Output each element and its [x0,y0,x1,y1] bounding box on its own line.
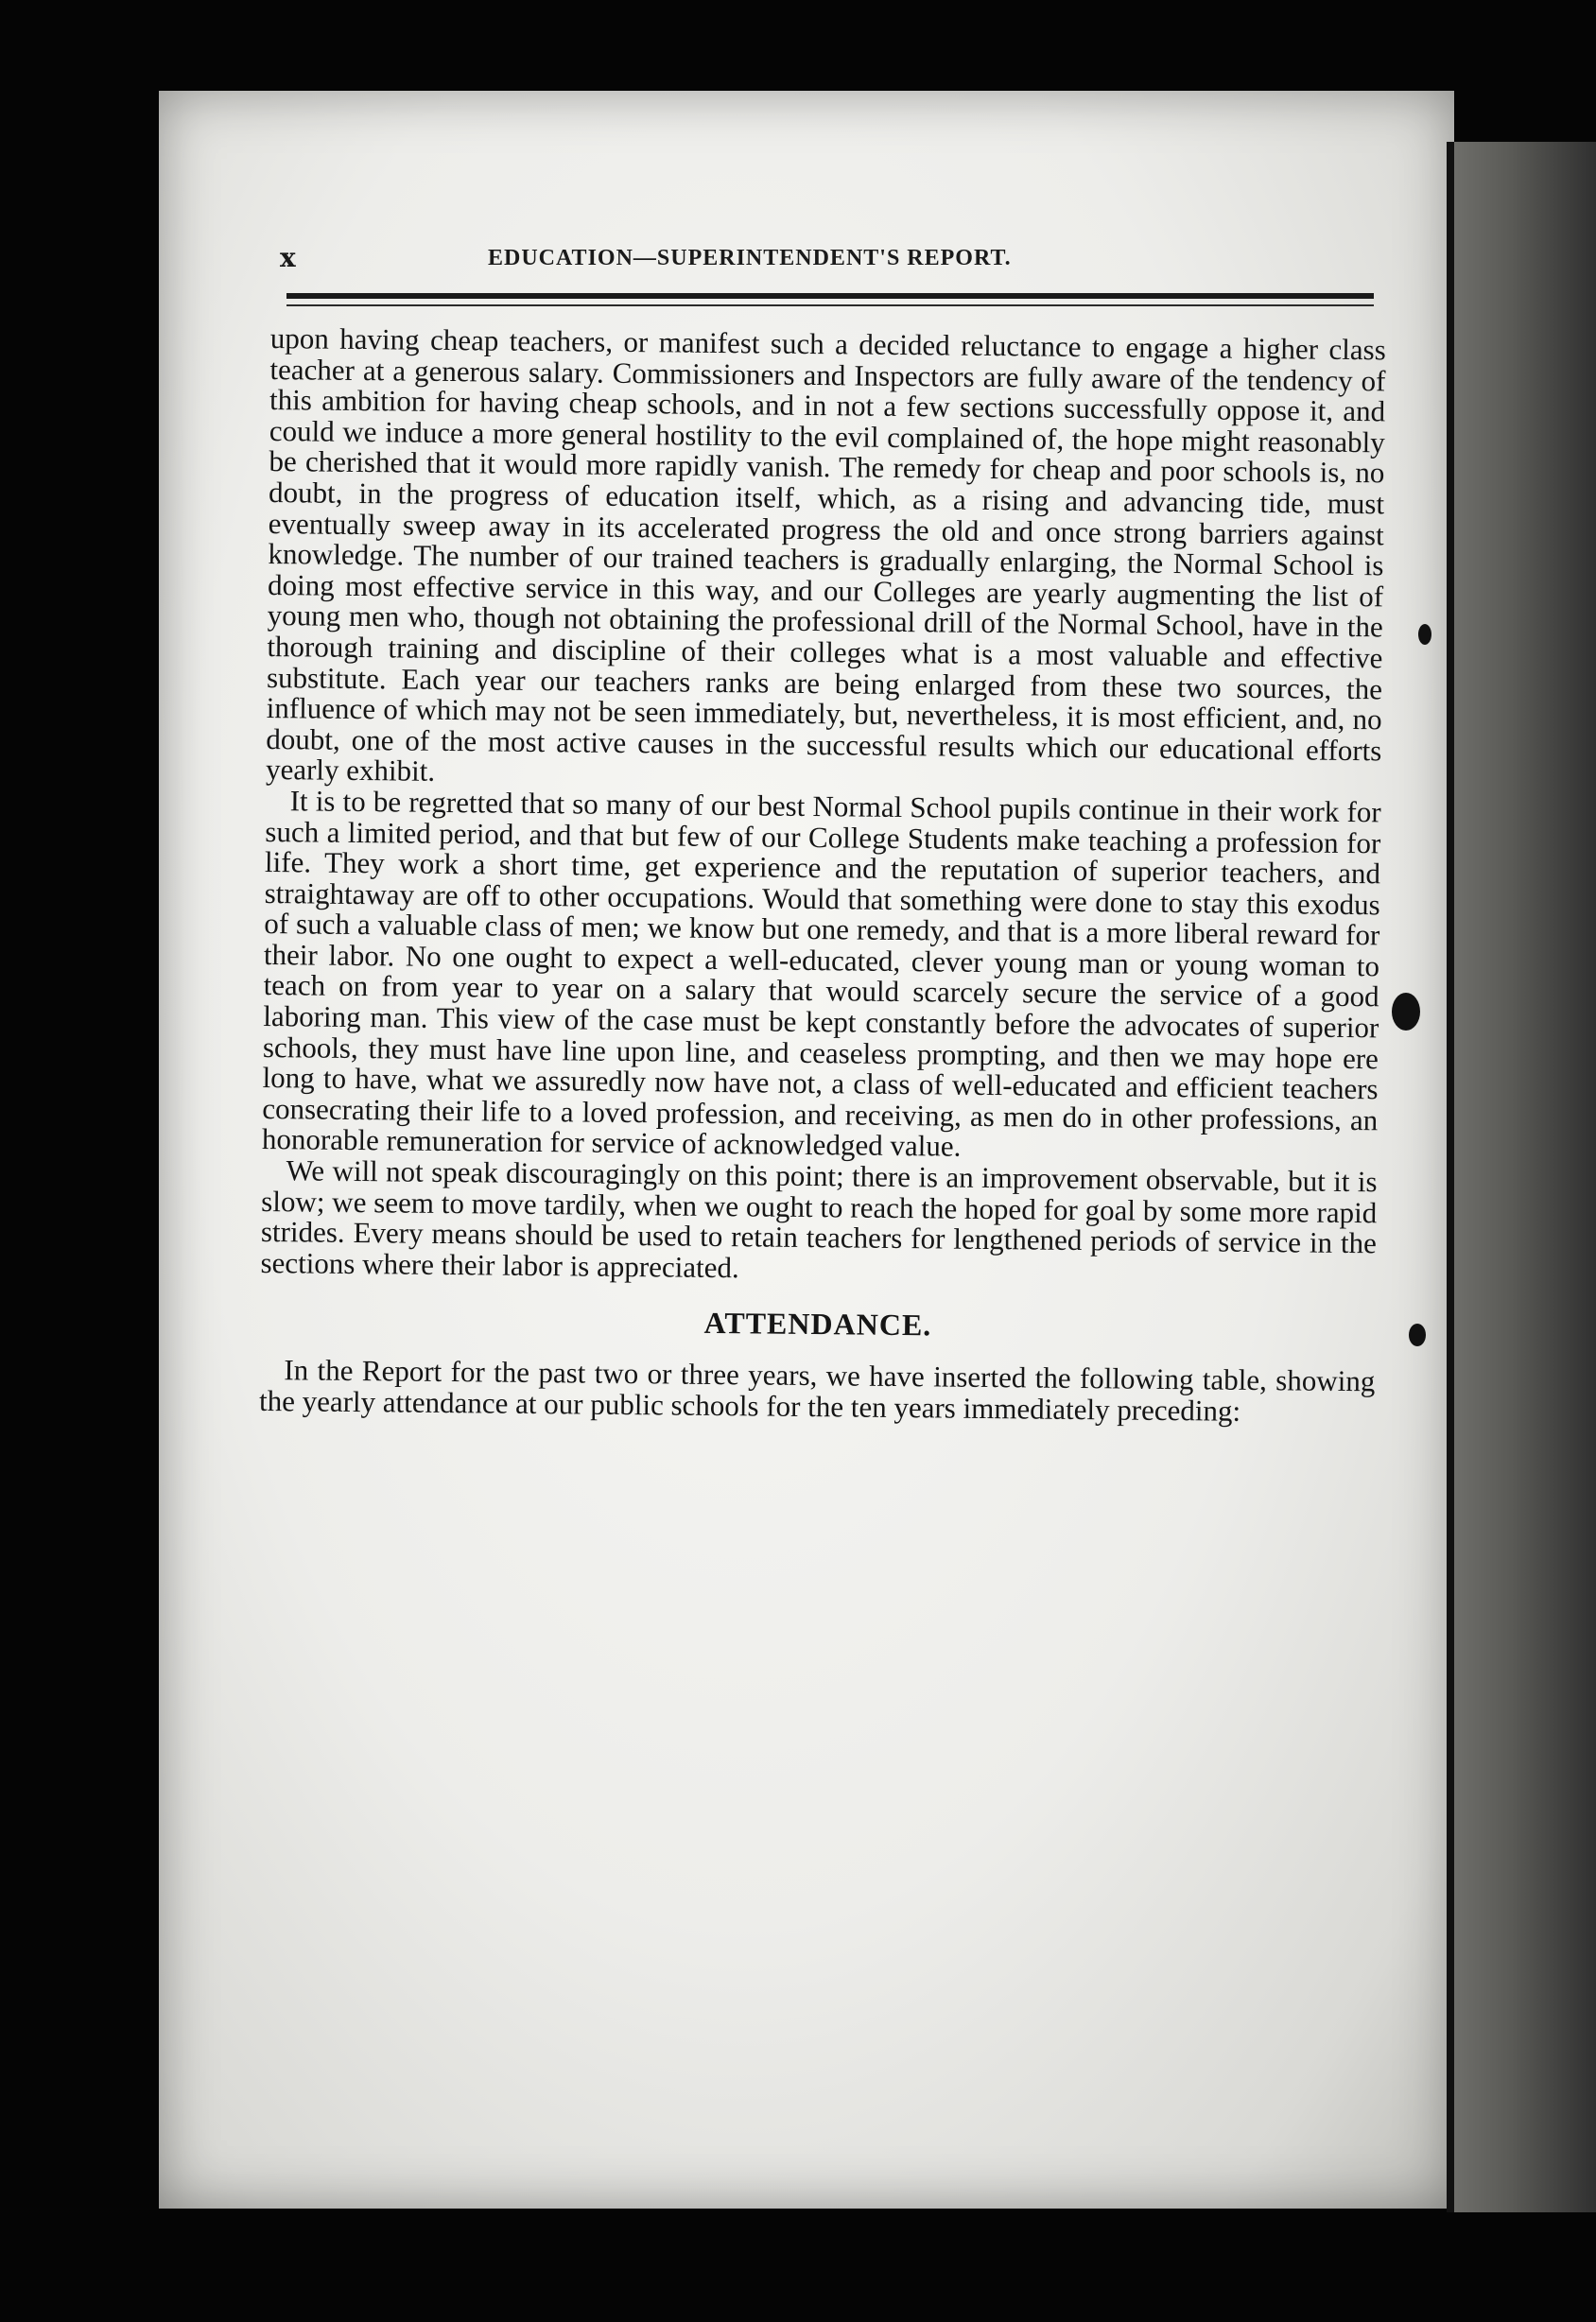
page-folio: x [280,242,296,273]
ink-blot [1392,993,1420,1031]
attendance-paragraph: In the Report for the past two or three years, we have inserted the following table, showing the yearly attendance at our public schools for the ten years immediately preceding: [258,1353,1376,1428]
paragraph-3: We will not speak discouragingly on this point; there is an improvement observable, but it is slow; we seem to move tardily, when we ought to reach the hoped for goal by some more rapid strides. Every means should be used to retain teachers for lengthened periods of service in the sections where their labor is appreciated. [260,1153,1378,1285]
binding-edge [1447,142,1454,2212]
header-rule-thick [286,293,1374,299]
body-text [259,323,1386,1428]
header-rule-thin [286,304,1374,306]
ink-blot [1409,1324,1426,1346]
running-title: EDUCATION—SUPERINTENDENT'S REPORT. [488,246,1012,270]
running-head [280,242,1377,280]
ink-blot [1418,624,1431,645]
paragraph-2: It is to be regretted that so many of our best Normal School pupils continue in their work for such a limited period, and that but few of our College Students make teaching a profession for life. They work a short time, get experience and the reputation of superior teachers, and straightaway are off to other occupations. Would that something were done to stay this exodus of such a valuable class of men; we know but one remedy, and that is a more liberal reward for their labor. No one ought to expect a well-educated, clever young man or young woman to teach on from year to year on a salary that would scarcely secure the service of a good laboring man. This view of the case must be kept constantly before the advocates of superior schools, they must have line upon line, and ceaseless prompting, and then we may hope ere long to have, what we assuredly now have not, a class of well-educated and efficient teachers consecrating their life to a loved profession, and receiving, as men do in other professions, an honorable remuneration for service of acknowledged value. [261,784,1381,1164]
facing-page-edge [1454,142,1596,2212]
paragraph-1: upon having cheap teachers, or manifest such a decided reluctance to engage a higher class teacher at a generous salary. Commissioners and Inspectors are fully aware of the tendency of this ambition for having cheap schools, and in not a few sections successfully oppose it, and could we induce a more general hostility to the evil complained of, the hope might reasonably be cherished that it would more rapidly vanish. The remedy for cheap and poor schools is, no doubt, in the progress of education itself, which, as a rising and advancing tide, must eventually sweep away in its accelerated progress the old and once strong barriers against knowledge. The number of our trained teachers is gradually enlarging, the Normal School is doing most effective service in this way, and our Colleges are yearly augmenting the list of young men who, though not obtaining the professional drill of the Normal School, have in the thorough training and discipline of their colleges what is a most valuable and effective substitute. Each year our teachers ranks are being enlarged from these two sources, the influence of which may not be seen immediately, but, nevertheless, it is most efficient, and, no doubt, one of the most active causes in the successful results which our educational efforts yearly exhibit. [265,321,1386,788]
book-page [159,91,1454,2209]
section-heading-attendance: ATTENDANCE. [703,1306,932,1343]
